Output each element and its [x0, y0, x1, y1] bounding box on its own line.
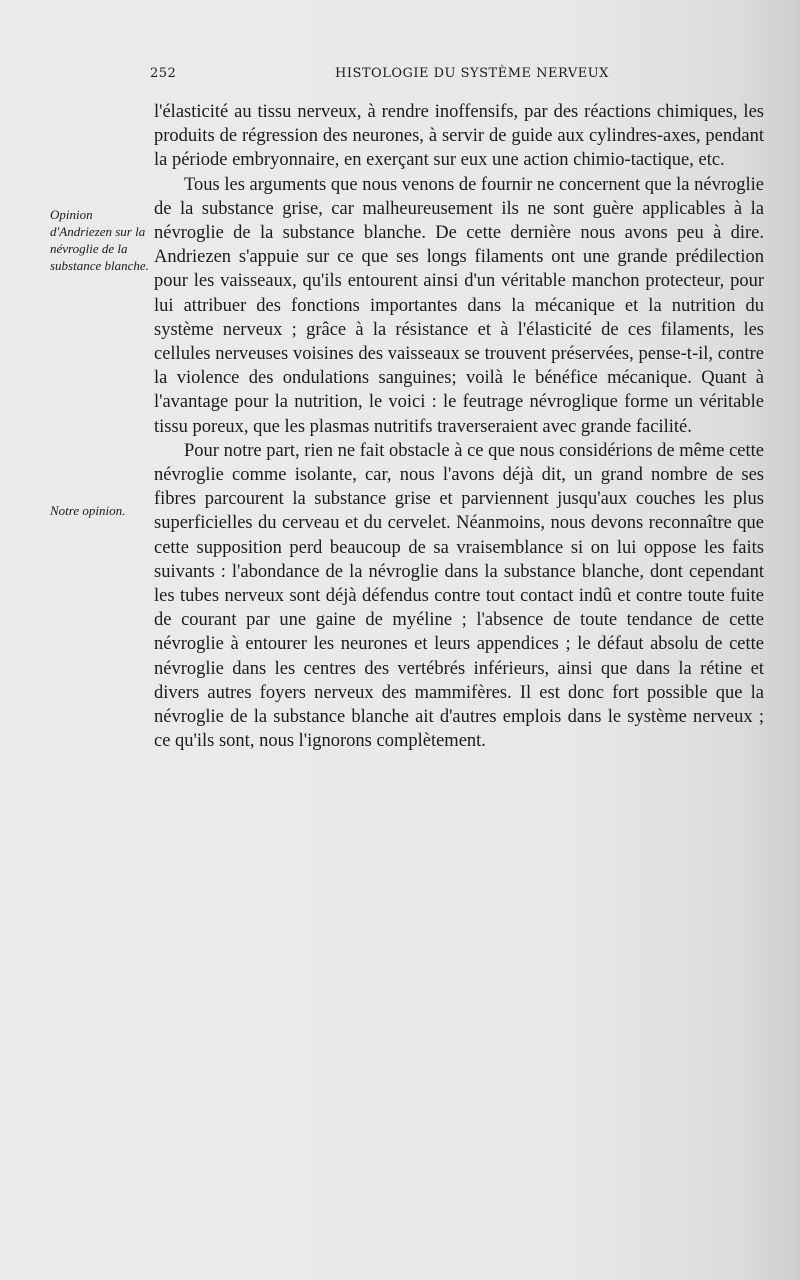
running-title: HISTOLOGIE DU SYSTÈME NERVEUX — [335, 66, 609, 81]
paragraph-2: Tous les arguments que nous venons de fournir ne concernent que la névroglie de la substance grise, car malheureusement ils ne sont guère applicables à la névroglie de la substance blanche. De cette dernière nous avons peu à dire. Andriezen s'appuie sur ce que ses longs filaments ont une grande prédilection pour les vaisseaux, qu'ils entourent ainsi d'un véritable manchon protecteur, pour lui attribuer des fonctions importantes dans la mécanique et la nutrition du système nerveux ; grâce à la résistance et à l'élasticité de ces filaments, les cellules nerveuses voisines des vaisseaux se trouvent préservées, pense-t-il, contre la violence des ondulations sanguines; voilà le bénéfice mécanique. Quant à l'avantage pour la nutrition, le voici : le feutrage névroglique forme un véritable tissu poreux, que les plasmas nutritifs traverseraient avec grande facilité. — [154, 174, 764, 437]
page-header — [150, 66, 770, 86]
margin-note-andriezen: Opinion d'Andriezen sur la névroglie de la substance blanche. — [50, 207, 149, 273]
paragraph-3: Pour notre part, rien ne fait obstacle à ce que nous considérions de même cette névroglie comme isolante, car, nous l'avons déjà dit, un grand nombre de ses fibres parcourent la substance grise et parviennent jusqu'aux couches les plus superficielles du cerveau et du cervelet. Néanmoins, nous devons reconnaître que cette supposition perd beaucoup de sa vraisemblance si on lui oppose les faits suivants : l'abondance de la névroglie dans la substance blanche, dont cependant les tubes nerveux sont déjà défendus contre tout contact indû et contre toute fuite de courant par une gaine de myéline ; l'absence de toute tendance de cette névroglie à entourer les neurones et leurs appendices ; le défaut absolu de cette névroglie dans les centres des vertébrés inférieurs, ainsi que dans la rétine et divers autres foyers nerveux des mammifères. Il est donc fort possible que la névroglie de la substance blanche ait d'autres emplois dans le système nerveux ; ce qu'ils sont, nous l'ignorons complètement. — [154, 440, 764, 752]
body-text — [154, 100, 764, 753]
paragraph-1: l'élasticité au tissu nerveux, à rendre inoffensifs, par des réactions chimiques, les produits de régression des neurones, à servir de guide aux cylindres-axes, pendant la période embryonnaire, en exerçant sur eux une action chimio-tactique, etc. — [154, 102, 764, 171]
margin-note-notre-opinion: Notre opinion. — [50, 503, 126, 518]
page-number: 252 — [150, 66, 177, 81]
